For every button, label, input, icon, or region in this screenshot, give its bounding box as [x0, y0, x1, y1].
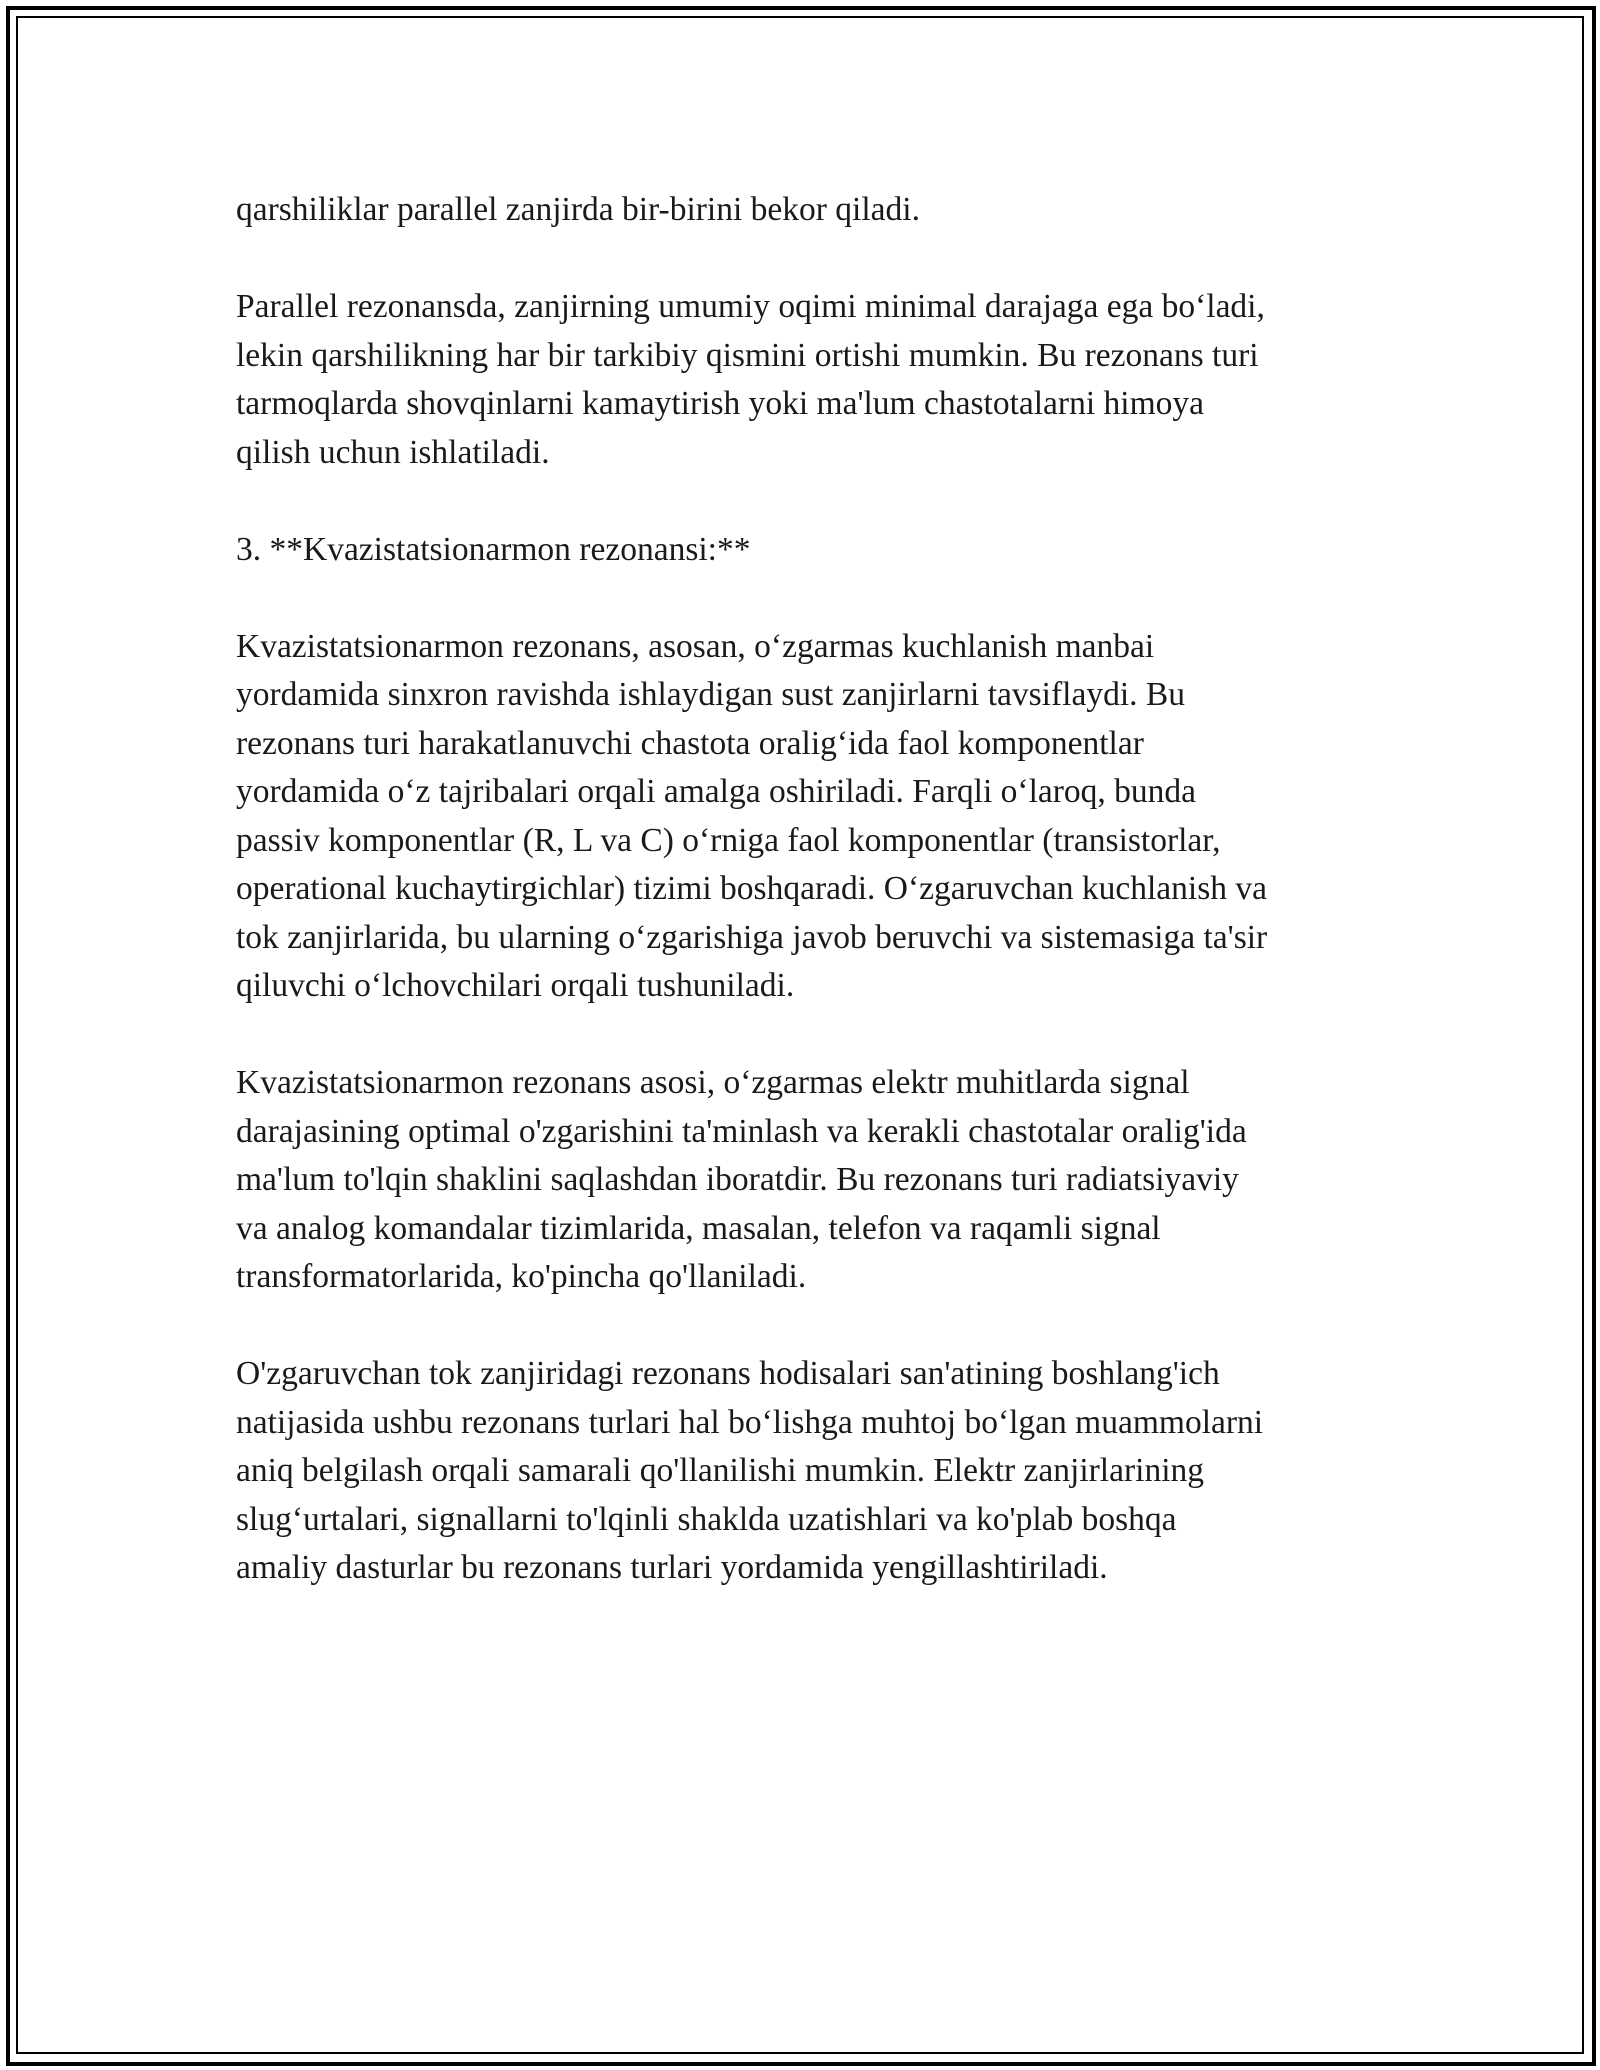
- paragraph-parallel-resonance: Parallel rezonansda, zanjirning umumiy oqimi minimal darajaga ega bo‘ladi, lekin qarshilikning har bir tarkibiy qismini ortishi mumkin. Bu rezonans turi tarmoqlarda shovqinlarni kamaytirish yoki ma'lum chastotalarni himoya qilish uchun ishlatiladi.: [236, 288, 1265, 471]
- document-body: [236, 186, 1386, 1593]
- paragraph-continuation: qarshiliklar parallel zanjirda bir-birini bekor qiladi.: [236, 191, 920, 228]
- paragraph-quasistationary-basis: Kvazistatsionarmon rezonans asosi, o‘zgarmas elektr muhitlarda signal darajasining optimal o'zgarishini ta'minlash va kerakli chastotalar oralig'ida ma'lum to'lqin shaklini saqlashdan iboratdir. Bu rezonans turi radiatsiyaviy va analog komandalar tizimlarida, masalan, telefon va raqamli signal transformatorlarida, ko'pincha qo'llaniladi.: [236, 1064, 1247, 1295]
- paragraph-conclusion: O'zgaruvchan tok zanjiridagi rezonans hodisalari san'atining boshlang'ich natijasida ushbu rezonans turlari hal bo‘lishga muhtoj bo‘lgan muammolarni aniq belgilash orqali samarali qo'llanilishi mumkin. Elektr zanjirlarining slug‘urtalari, signallarni to'lqinli shaklda uzatishlari va ko'plab boshqa amaliy dasturlar bu rezonans turlari yordamida yengillashtiriladi.: [236, 1355, 1264, 1586]
- paragraph-quasistationary-intro: Kvazistatsionarmon rezonans, asosan, o‘zgarmas kuchlanish manbai yordamida sinxron ravishda ishlaydigan sust zanjirlarni tavsiflaydi. Bu rezonans turi harakatlanuvchi chastota oralig‘ida faol komponentlar yordamida o‘z tajribalari orqali amalga oshiriladi. Farqli o‘laroq, bunda passiv komponentlar (R, L va C) o‘rniga faol komponentlar (transistorlar, operational kuchaytirgichlar) tizimi boshqaradi. O‘zgaruvchan kuchlanish va tok zanjirlarida, bu ularning o‘zgarishiga javob beruvchi va sistemasiga ta'sir qiluvchi o‘lchovchilari orqali tushuniladi.: [236, 627, 1268, 1004]
- section-heading-quasistationary: 3. **Kvazistatsionarmon rezonansi:**: [236, 530, 751, 568]
